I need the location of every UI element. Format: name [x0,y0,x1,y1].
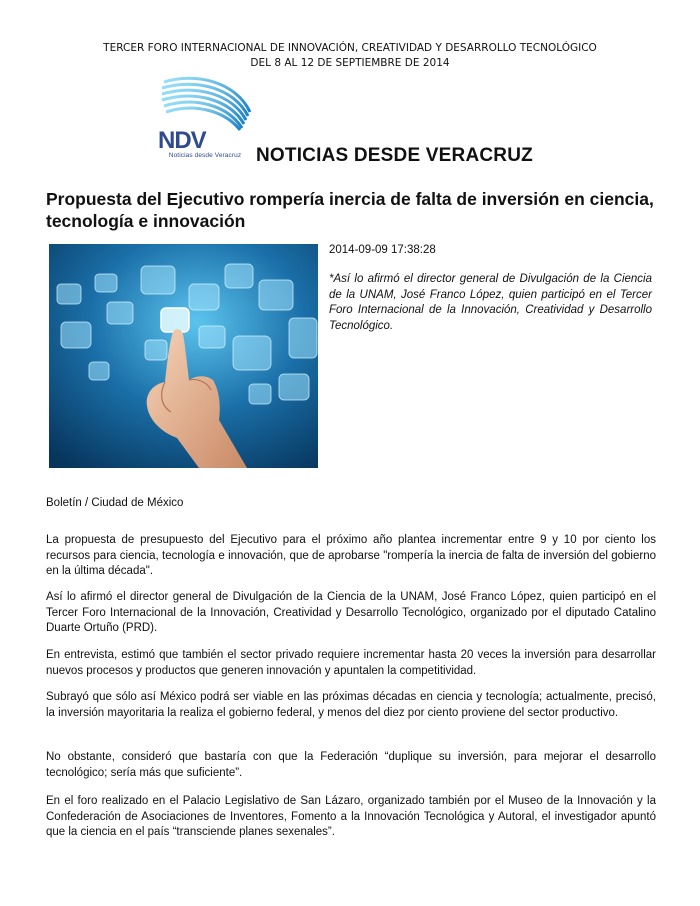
article-paragraph: En el foro realizado en el Palacio Legislativo de San Lázaro, organizado también por el Museo de la Innovación y la Confederación de Asociaciones de Inventores, Fomento a la Innovación Tecnológica y Autoral, el investigador apuntó que la ciencia en el país “transciende planes sexenales”. [46,795,656,838]
article-photo [49,244,318,468]
ndv-swoosh-icon [156,72,252,162]
masthead-title: NOTICIAS DESDE VERACRUZ [256,145,533,166]
article-paragraph: No obstante, consideró que bastaría con que la Federación “duplique su inversión, para mejorar el desarrollo tecnológico; sería más que suficiente”. [46,751,656,779]
article-paragraph: En entrevista, estimó que también el sector privado requiere incrementar hasta 20 veces la inversión para desarrollar nuevos procesos y productos que generen innovación y apuntalen la competitividad. [46,649,656,677]
logo-wordmark: NDV [158,127,206,154]
article-summary: *Así lo afirmó el director general de Divulgación de la Ciencia de la UNAM, José Franco López, quien participó en el Tercer Foro Internacional de la Innovación, Creatividad y Desarrollo Tecnológico. [329,273,652,332]
article-paragraph: Subrayó que sólo así México podrá ser viable en las próximas décadas en ciencia y tecnología; actualmente, precisó, la inversión mayoritaria la realiza el gobierno federal, y menos del diez por ciento proviene del sector productivo. [46,691,656,719]
logo-caption: Noticias desde Veracruz [168,152,242,159]
header-title-line: TERCER FORO INTERNACIONAL DE INNOVACIÓN, CREATIVIDAD Y DESARROLLO TECNOLÓGICO [103,42,597,54]
ndv-logo [156,72,252,162]
finger-touching-screen-icon [49,244,318,468]
article-dateline: Boletín / Ciudad de México [46,497,184,509]
article-headline: Propuesta del Ejecutivo rompería inercia de falta de inversión en ciencia, tecnología e innovación [46,189,654,231]
header-date-line: DEL 8 AL 12 DE SEPTIEMBRE DE 2014 [250,57,450,69]
article-timestamp: 2014-09-09 17:38:28 [329,244,436,256]
article-paragraph: La propuesta de presupuesto del Ejecutivo para el próximo año plantea incrementar entre 9 y 10 por ciento los recursos para ciencia, tecnología e innovación, que de aprobarse "rompería la inercia de falta de inversión del gobierno en la última década". [46,534,656,577]
article-paragraph: Así lo afirmó el director general de Divulgación de la Ciencia de la UNAM, José Franco López, quien participó en el Tercer Foro Internacional de la Innovación, Creatividad y Desarrollo Tecnológico, organizado por el diputado Catalino Duarte Ortuño (PRD). [46,591,656,634]
